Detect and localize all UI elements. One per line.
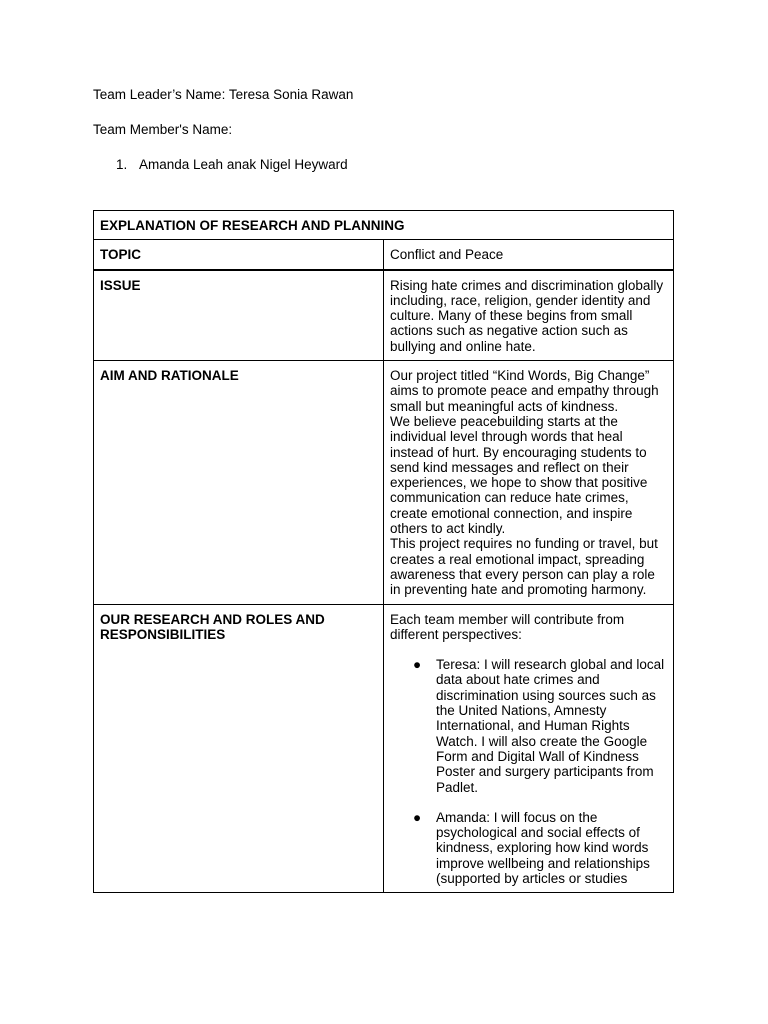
topic-label: TOPIC (94, 240, 384, 270)
list-item (390, 810, 667, 886)
table-title-row (94, 211, 674, 240)
bullet-marker: ● (413, 657, 422, 673)
table-row-research (94, 604, 674, 892)
team-member-label: Team Member's Name: (93, 122, 233, 137)
aim-label: AIM AND RATIONALE (94, 361, 384, 604)
table-row-topic (94, 240, 674, 270)
research-content (390, 612, 667, 886)
research-label: OUR RESEARCH AND ROLES AND RESPONSIBILITIES (94, 604, 384, 892)
list-item (93, 157, 348, 173)
bullet-marker: ● (413, 809, 422, 825)
aim-paragraph: Our project titled “Kind Words, Big Change” aims to promote peace and empathy through small but meaningful acts of kindness. (390, 368, 659, 414)
team-leader-line: Team Leader’s Name: Teresa Sonia Rawan (93, 87, 354, 102)
list-item (390, 657, 667, 795)
research-planning-table (93, 210, 674, 893)
aim-paragraph: We believe peacebuilding starts at the individual level through words that heal instead of hurt. By encouraging students to send kind messages and reflect on their experiences, we hope to show that positive communication can reduce hate crimes, create emotional connection, and inspire others to act kindly. (390, 413, 648, 537)
research-intro: Each team member will contribute from different perspectives: (390, 611, 625, 642)
table-title: EXPLANATION OF RESEARCH AND PLANNING (94, 211, 674, 240)
bullet-text: Teresa: I will research global and local data about hate crimes and discrimination using sources such as the United Nations, Amnesty International, and Human Rights Watch. I will also create the Google Form and Digital Wall of Kindness Poster and surgery participants from Padlet. (436, 657, 665, 795)
issue-label: ISSUE (94, 270, 384, 361)
table-row-aim (94, 361, 674, 604)
bullet-text: Amanda: I will focus on the psychological and social effects of kindness, exploring how kind words improve wellbeing and relationships (supported by articles or studies (436, 809, 650, 886)
research-value (384, 604, 674, 892)
topic-value: Conflict and Peace (384, 240, 674, 270)
table-row-issue (94, 270, 674, 361)
aim-paragraph: This project requires no funding or travel, but creates a real emotional impact, spreading awareness that every person can play a role in preventing hate and promoting harmony. (390, 536, 658, 598)
list-number: 1. (116, 157, 128, 172)
roles-list (390, 657, 667, 885)
team-member-list (93, 157, 348, 173)
aim-value (384, 361, 674, 604)
issue-value: Rising hate crimes and discrimination globally including, race, religion, gender identity and culture. Many of these begins from small actions such as negative action such as bullying and online hate. (384, 270, 674, 361)
member-name: Amanda Leah anak Nigel Heyward (139, 157, 348, 172)
